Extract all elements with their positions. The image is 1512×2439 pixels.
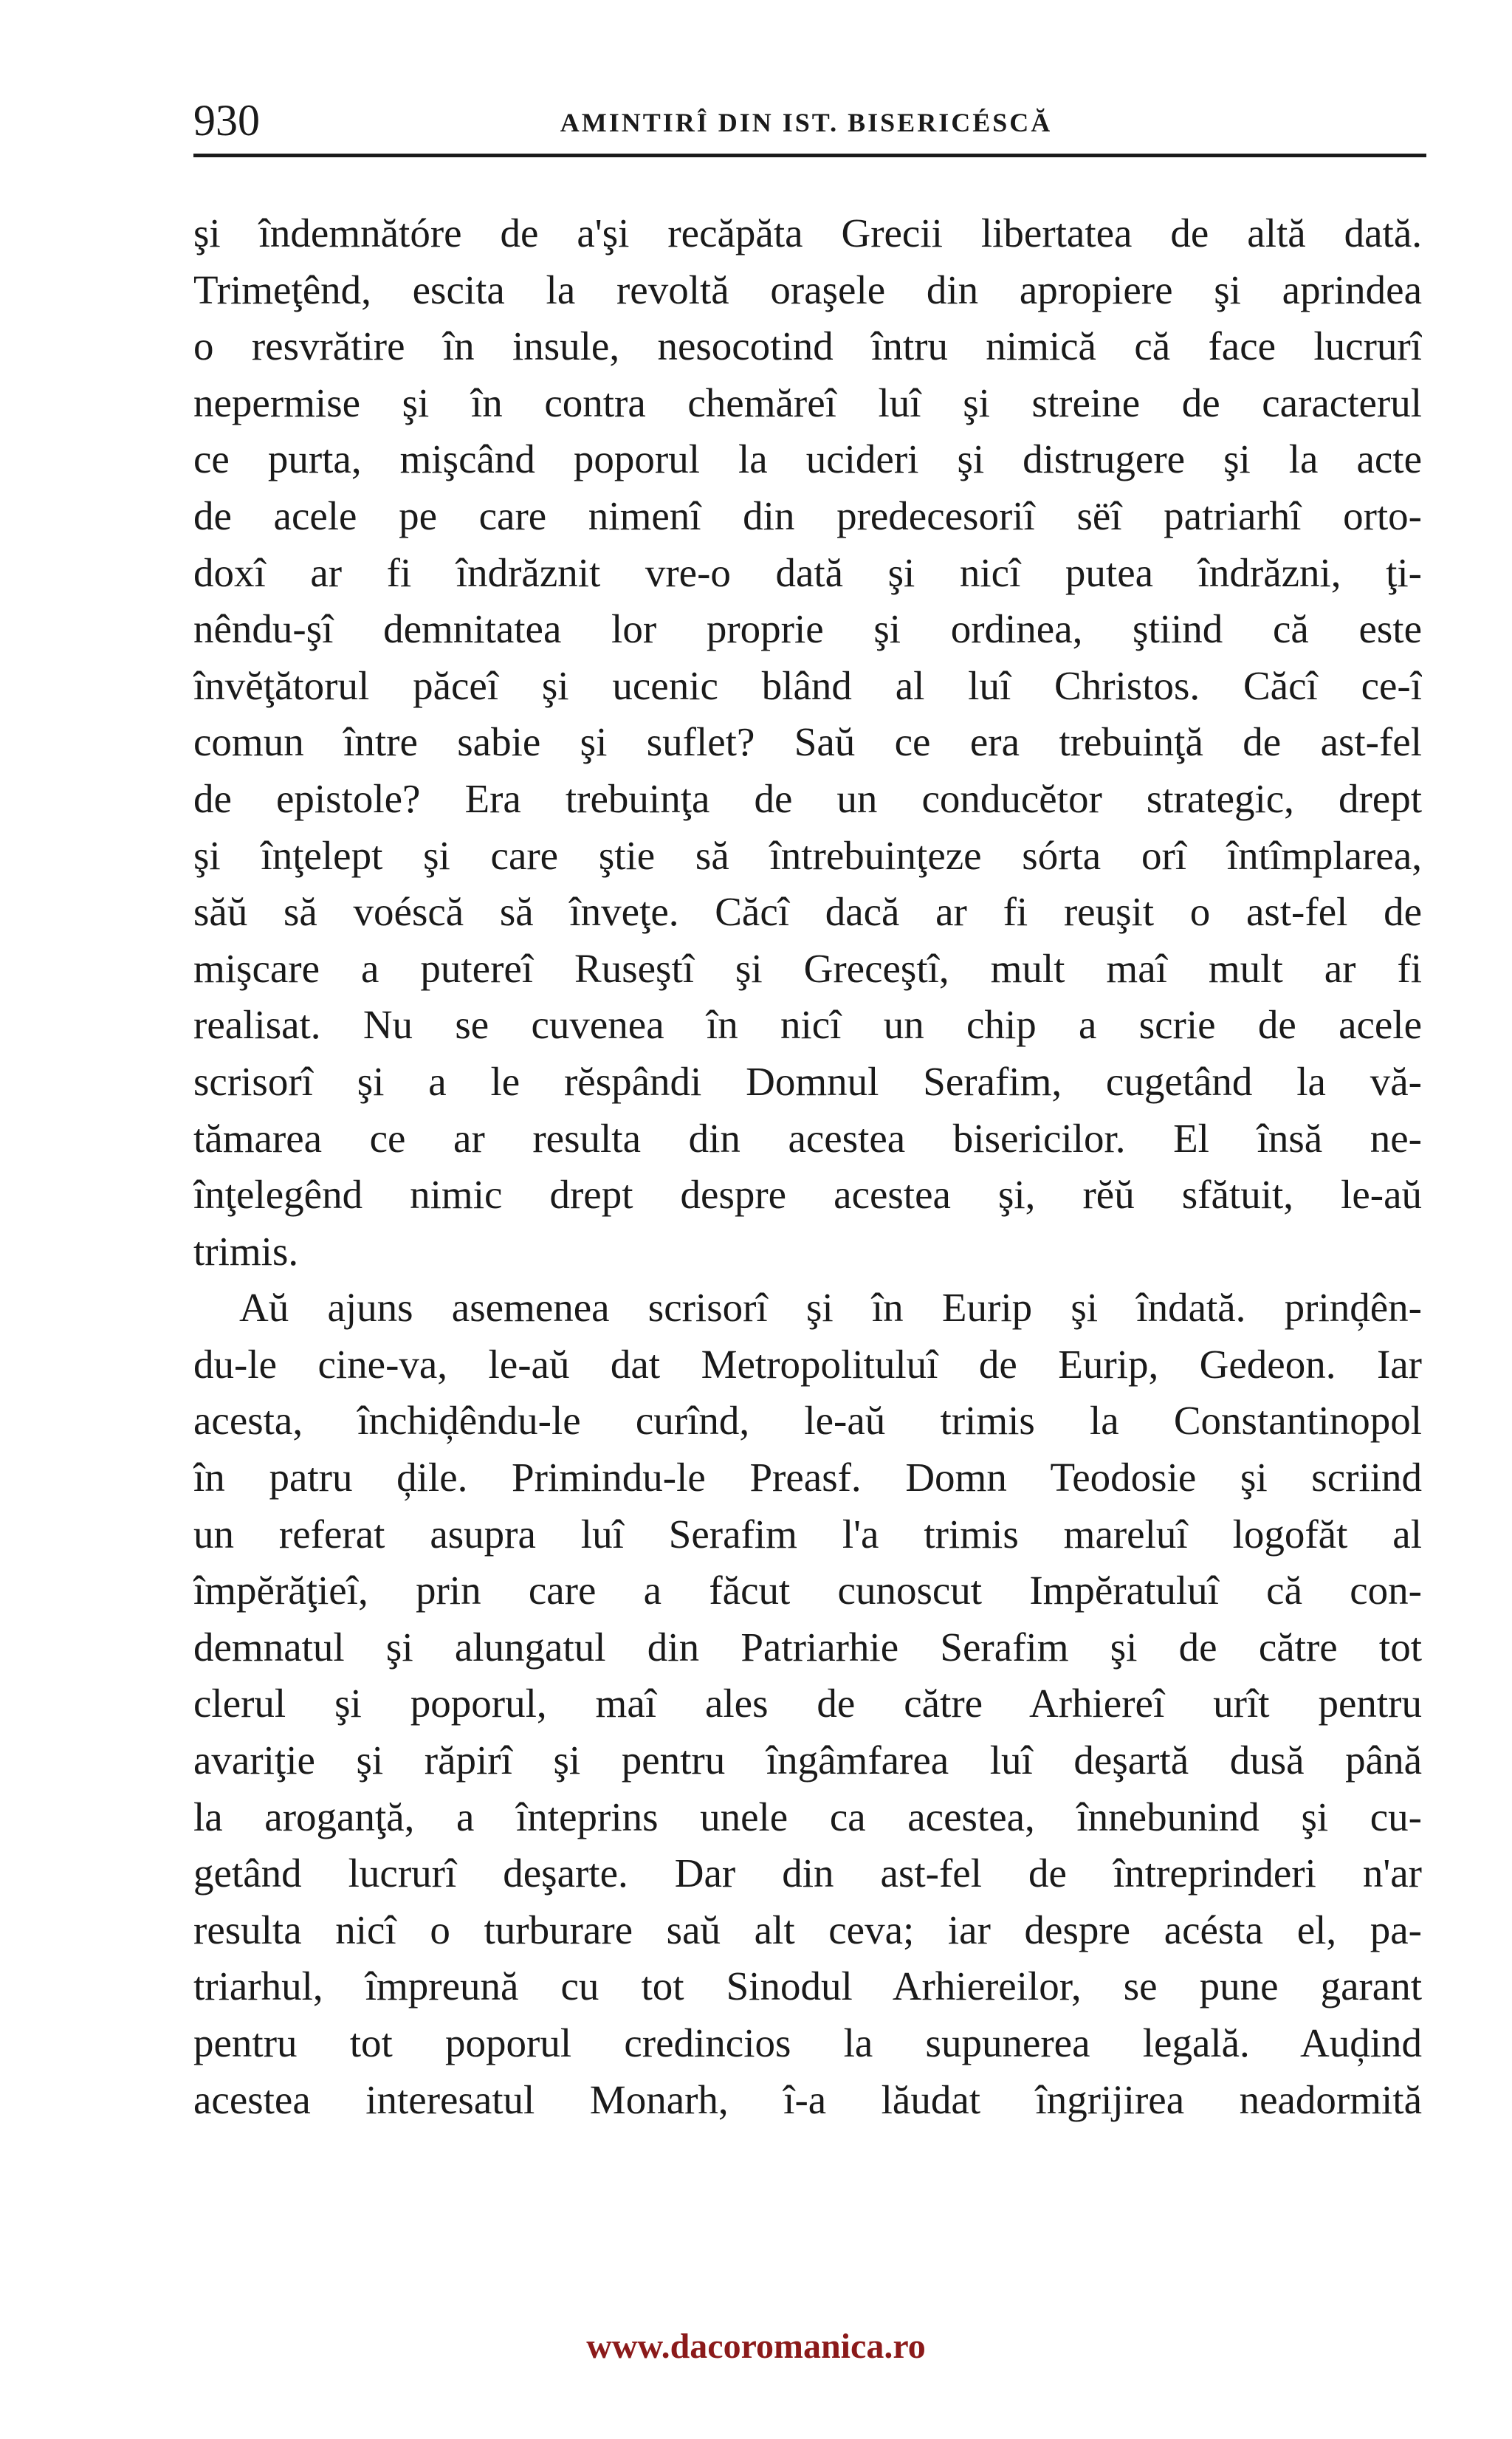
- text-line: şi înţelept şi care ştie să întrebuinţeze sórta orî întîmplarea,: [193, 832, 1422, 878]
- text-line: împĕrăţieî, prin care a făcut cunoscut Impĕratuluî că con-: [193, 1568, 1422, 1613]
- text-line: la aroganţă, a înteprins unele ca acestea, înnebunind şi cu-: [193, 1794, 1422, 1839]
- text-line: doxî ar fi îndrăznit vre-o dată şi nicî putea îndrăzni, ţi-: [193, 549, 1422, 595]
- text-line: nêndu-şî demnitatea lor proprie şi ordinea, ştiind că este: [193, 606, 1422, 652]
- text-line: demnatul şi alungatul din Patriarhie Serafim şi de către tot: [193, 1624, 1422, 1670]
- text-line: triarhul, împreună cu tot Sinodul Arhiereilor, se pune garant: [193, 1963, 1422, 2009]
- running-title: AMINTIRÎ DIN IST. BISERICÉSCĂ: [560, 108, 1053, 137]
- text-line: săŭ să voéscă să înveţe. Căcî dacă ar fi reuşit o ast-fel de: [193, 889, 1422, 935]
- text-line: ce purta, mişcând poporul la ucideri şi distrugere şi la acte: [193, 436, 1422, 482]
- text-line: mişcare a putereî Ruseştî şi Greceştî, mult maî mult ar fi: [193, 945, 1422, 991]
- page-number: 930: [193, 96, 260, 145]
- body-text: [193, 205, 1422, 2128]
- text-line: du-le cine-va, le-aŭ dat Metropolituluî de Eurip, Gedeon. Iar: [193, 1341, 1422, 1387]
- text-line: trimis.: [193, 1228, 299, 1274]
- text-line: tămarea ce ar resulta din acestea bisericilor. El însă ne-: [193, 1115, 1422, 1161]
- text-line: de acele pe care nimenî din predecesoriî sëî patriarhî orto-: [193, 493, 1422, 538]
- text-line: Trimeţênd, escita la revoltă oraşele din apropiere şi aprindea: [193, 267, 1422, 312]
- footer-url: www.dacoromanica.ro: [586, 2327, 926, 2366]
- header-rule: [193, 154, 1426, 157]
- text-line: un referat asupra luî Serafim l'a trimis mareluî logofăt al: [193, 1511, 1422, 1557]
- text-line: clerul şi poporul, maî ales de către Arhiereî urît pentru: [193, 1681, 1422, 1726]
- text-line: şi îndemnătóre de a'şi recăpăta Grecii libertatea de altă dată.: [193, 210, 1422, 255]
- text-line: acestea interesatul Monarh, î-a lăudat îngrijirea neadormită: [193, 2076, 1422, 2122]
- text-line: avariţie şi răpirî şi pentru îngâmfarea luî deşartă dusă până: [193, 1738, 1422, 1783]
- text-line: realisat. Nu se cuvenea în nicî un chip a scrie de acele: [193, 1002, 1422, 1048]
- text-line: scrisorî şi a le rĕspândi Domnul Serafim, cugetând la vă-: [193, 1058, 1422, 1104]
- text-line: în patru ḑile. Primindu-le Preasf. Domn Teodosie şi scriind: [193, 1455, 1422, 1500]
- text-line: o resvrătire în insule, nesocotind întru nimică că face lucrurî: [193, 323, 1422, 369]
- text-line: acesta, închiḑêndu-le curînd, le-aŭ trimis la Constantinopol: [193, 1398, 1422, 1444]
- text-line: pentru tot poporul credincios la supunerea legală. Auḑind: [193, 2020, 1422, 2065]
- text-line: nepermise şi în contra chemăreî luî şi streine de caracterul: [193, 380, 1422, 425]
- text-line: comun între sabie şi suflet? Saŭ ce era trebuinţă de ast-fel: [193, 719, 1422, 765]
- text-line: înţelegênd nimic drept despre acestea şi, rĕŭ sfătuit, le-aŭ: [193, 1172, 1422, 1218]
- text-line: de epistole? Era trebuinţa de un conducĕtor strategic, drept: [193, 775, 1422, 821]
- text-line: învĕţătorul păceî şi ucenic blând al luî Christos. Căcî ce-î: [193, 662, 1422, 708]
- text-line: Aŭ ajuns asemenea scrisorî şi în Eurip şi îndată. prinḑên-: [239, 1285, 1422, 1331]
- text-line: resulta nicî o turburare saŭ alt ceva; iar despre acésta el, pa-: [193, 1907, 1422, 1952]
- text-line: getând lucrurî deşarte. Dar din ast-fel de întreprinderi n'ar: [193, 1850, 1422, 1896]
- page-header: [193, 95, 1419, 146]
